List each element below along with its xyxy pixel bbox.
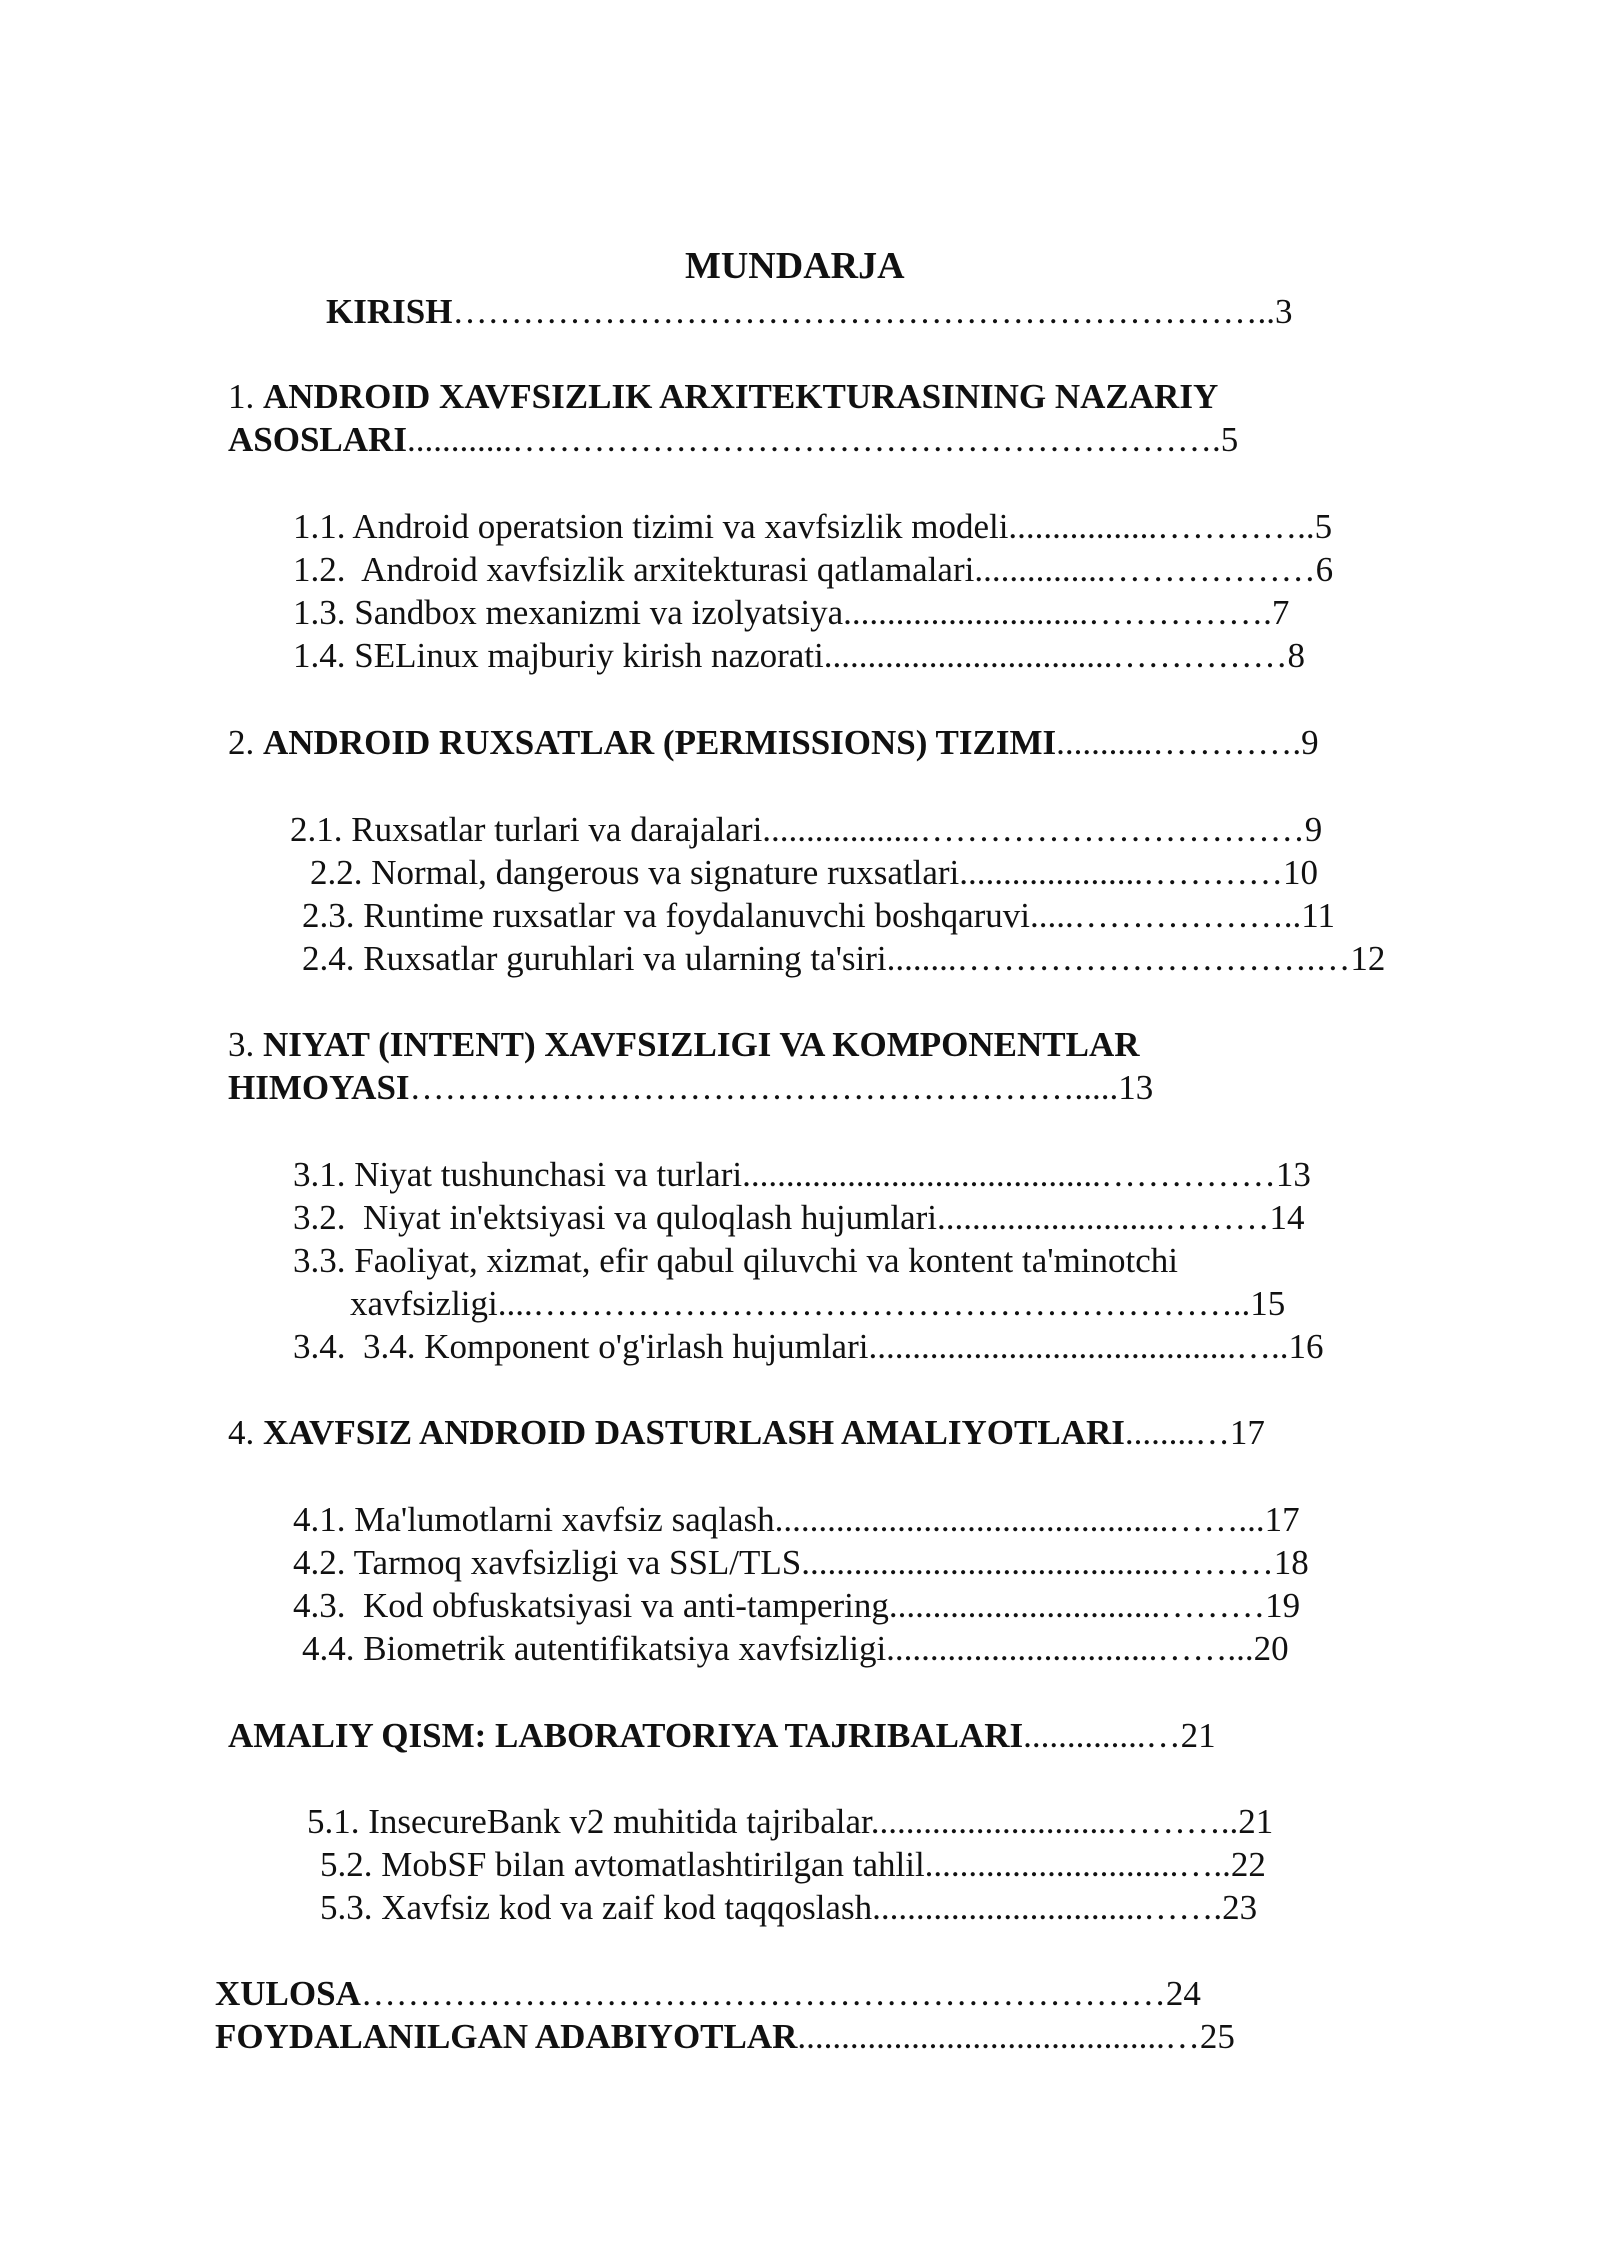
toc-entry-text: xavfsizligi....……………………………………………………..15 [350, 1284, 1286, 1323]
toc-entry-text: 4.4. Biometrik autentifikatsiya xavfsizligi...............................……...20 [302, 1629, 1289, 1668]
toc-entry-text: 2.2. Normal, dangerous va signature ruxsatlari.....................…………10 [310, 853, 1319, 892]
toc-entry [293, 591, 1289, 635]
toc-entry-heading: ASOSLARI [228, 420, 407, 459]
toc-entry [302, 1627, 1289, 1671]
toc-entry [293, 1153, 1311, 1197]
page-title: MUNDARJA [685, 245, 905, 287]
toc-entry-text: 3.3. Faoliyat, xizmat, efir qabul qiluvchi va kontent ta'minotchi [293, 1241, 1178, 1280]
toc-entry-text: ……………………………………………………………..3 [452, 292, 1293, 331]
toc-entry-text: 1.3. Sandbox mexanizmi va izolyatsiya............................…………….7 [293, 593, 1290, 632]
toc-entry [228, 1023, 1140, 1067]
toc-entry [293, 634, 1305, 678]
toc-entry-heading: KIRISH [326, 292, 453, 331]
toc-entry-number: 1. [228, 377, 263, 416]
toc-entry-text: ............…………………………………………………….5 [406, 420, 1239, 459]
toc-entry [228, 1411, 1265, 1455]
toc-entry [293, 548, 1333, 592]
toc-entry-text: ...........………….9 [1056, 723, 1319, 762]
toc-entry-number: 4. [228, 1413, 263, 1452]
toc-entry [293, 1196, 1305, 1240]
toc-entry-text: 2.3. Runtime ruxsatlar va foydalanuvchi boshqaruvi.....………………..11 [302, 896, 1335, 935]
toc-entry [293, 1498, 1300, 1542]
toc-entry-heading: HIMOYASI [228, 1068, 410, 1107]
toc-entry-text: ……………………………………………………………24 [360, 1974, 1201, 2013]
toc-entry [293, 505, 1332, 549]
toc-entry-heading: FOYDALANILGAN ADABIYOTLAR [215, 2017, 798, 2056]
toc-entry-text: 3.4. 3.4. Komponent o'g'irlash hujumlari..........................................…..16 [293, 1327, 1324, 1366]
toc-entry [215, 1972, 1201, 2016]
toc-entry-text: 4.2. Tarmoq xavfsizligi va SSL/TLS..........................................………18 [293, 1543, 1309, 1582]
toc-entry [293, 1541, 1309, 1585]
toc-entry [310, 851, 1318, 895]
toc-entry [293, 1584, 1300, 1628]
toc-entry-text: ........…17 [1124, 1413, 1265, 1452]
toc-entry-text: ..........................................…25 [797, 2017, 1235, 2056]
toc-entry [215, 2015, 1235, 2059]
toc-entry-text: ………………………………………………….....13 [409, 1068, 1154, 1107]
toc-entry-text: 4.1. Ma'lumotlarni xavfsiz saqlash.............................................……...17 [293, 1500, 1300, 1539]
toc-entry-text: ..............…21 [1023, 1716, 1216, 1755]
toc-entry-text: 5.1. InsecureBank v2 muhitida tajribalar............................………..21 [307, 1802, 1274, 1841]
toc-entry-text: 1.1. Android operatsion tizimi va xavfsizlik modeli.................…………..5 [293, 507, 1333, 546]
toc-entry [326, 290, 1292, 334]
toc-entry [228, 1714, 1216, 1758]
toc-entry [302, 894, 1335, 938]
toc-entry-text: 3.2. Niyat in'ektsiyasi va quloqlash hujumlari..........................………14 [293, 1198, 1305, 1237]
toc-entry-heading: ANDROID XAVFSIZLIK ARXITEKTURASINING NAZARIY [263, 377, 1219, 416]
toc-entry [320, 1886, 1257, 1930]
toc-entry [320, 1843, 1266, 1887]
toc-entry-text: 1.2. Android xavfsizlik arxitekturasi qatlamalari...............………………6 [293, 550, 1334, 589]
toc-entry-text: 5.3. Xavfsiz kod va zaif kod taqqoslash...............................…….23 [320, 1888, 1258, 1927]
toc-entry-text: 3.1. Niyat tushunchasi va turlari.........................................……………13 [293, 1155, 1311, 1194]
toc-entry [350, 1282, 1285, 1326]
toc-entry-text: 2.1. Ruxsatlar turlari va darajalari..................……………………………9 [290, 810, 1323, 849]
toc-entry [228, 375, 1218, 419]
toc-entry [228, 721, 1319, 765]
toc-entry-text: 4.3. Kod obfuskatsiyasi va anti-tampering...............................………19 [293, 1586, 1301, 1625]
toc-entry-heading: XAVFSIZ ANDROID DASTURLASH AMALIYOTLARI [263, 1413, 1125, 1452]
toc-entry-text: 1.4. SELinux majburiy kirish nazorati.................................……………8 [293, 636, 1305, 675]
toc-entry [302, 937, 1385, 981]
toc-entry-heading: AMALIY QISM: LABORATORIYA TAJRIBALARI [228, 1716, 1024, 1755]
toc-entry [307, 1800, 1273, 1844]
toc-entry-number: 2. [228, 723, 263, 762]
toc-entry-text: 5.2. MobSF bilan avtomatlashtirilgan tahlil.............................…..22 [320, 1845, 1266, 1884]
toc-entry-heading: ANDROID RUXSATLAR (PERMISSIONS) TIZIMI [263, 723, 1057, 762]
toc-entry [293, 1239, 1178, 1283]
toc-entry-heading: NIYAT (INTENT) XAVFSIZLIGI VA KOMPONENTLAR [263, 1025, 1140, 1064]
toc-entry-heading: XULOSA [215, 1974, 361, 2013]
toc-entry [228, 418, 1238, 462]
toc-entry [228, 1066, 1153, 1110]
toc-entry [293, 1325, 1323, 1369]
toc-entry-text: 2.4. Ruxsatlar guruhlari va ularning ta'siri........………………………….…12 [302, 939, 1386, 978]
toc-entry-number: 3. [228, 1025, 263, 1064]
toc-entry [290, 808, 1322, 852]
